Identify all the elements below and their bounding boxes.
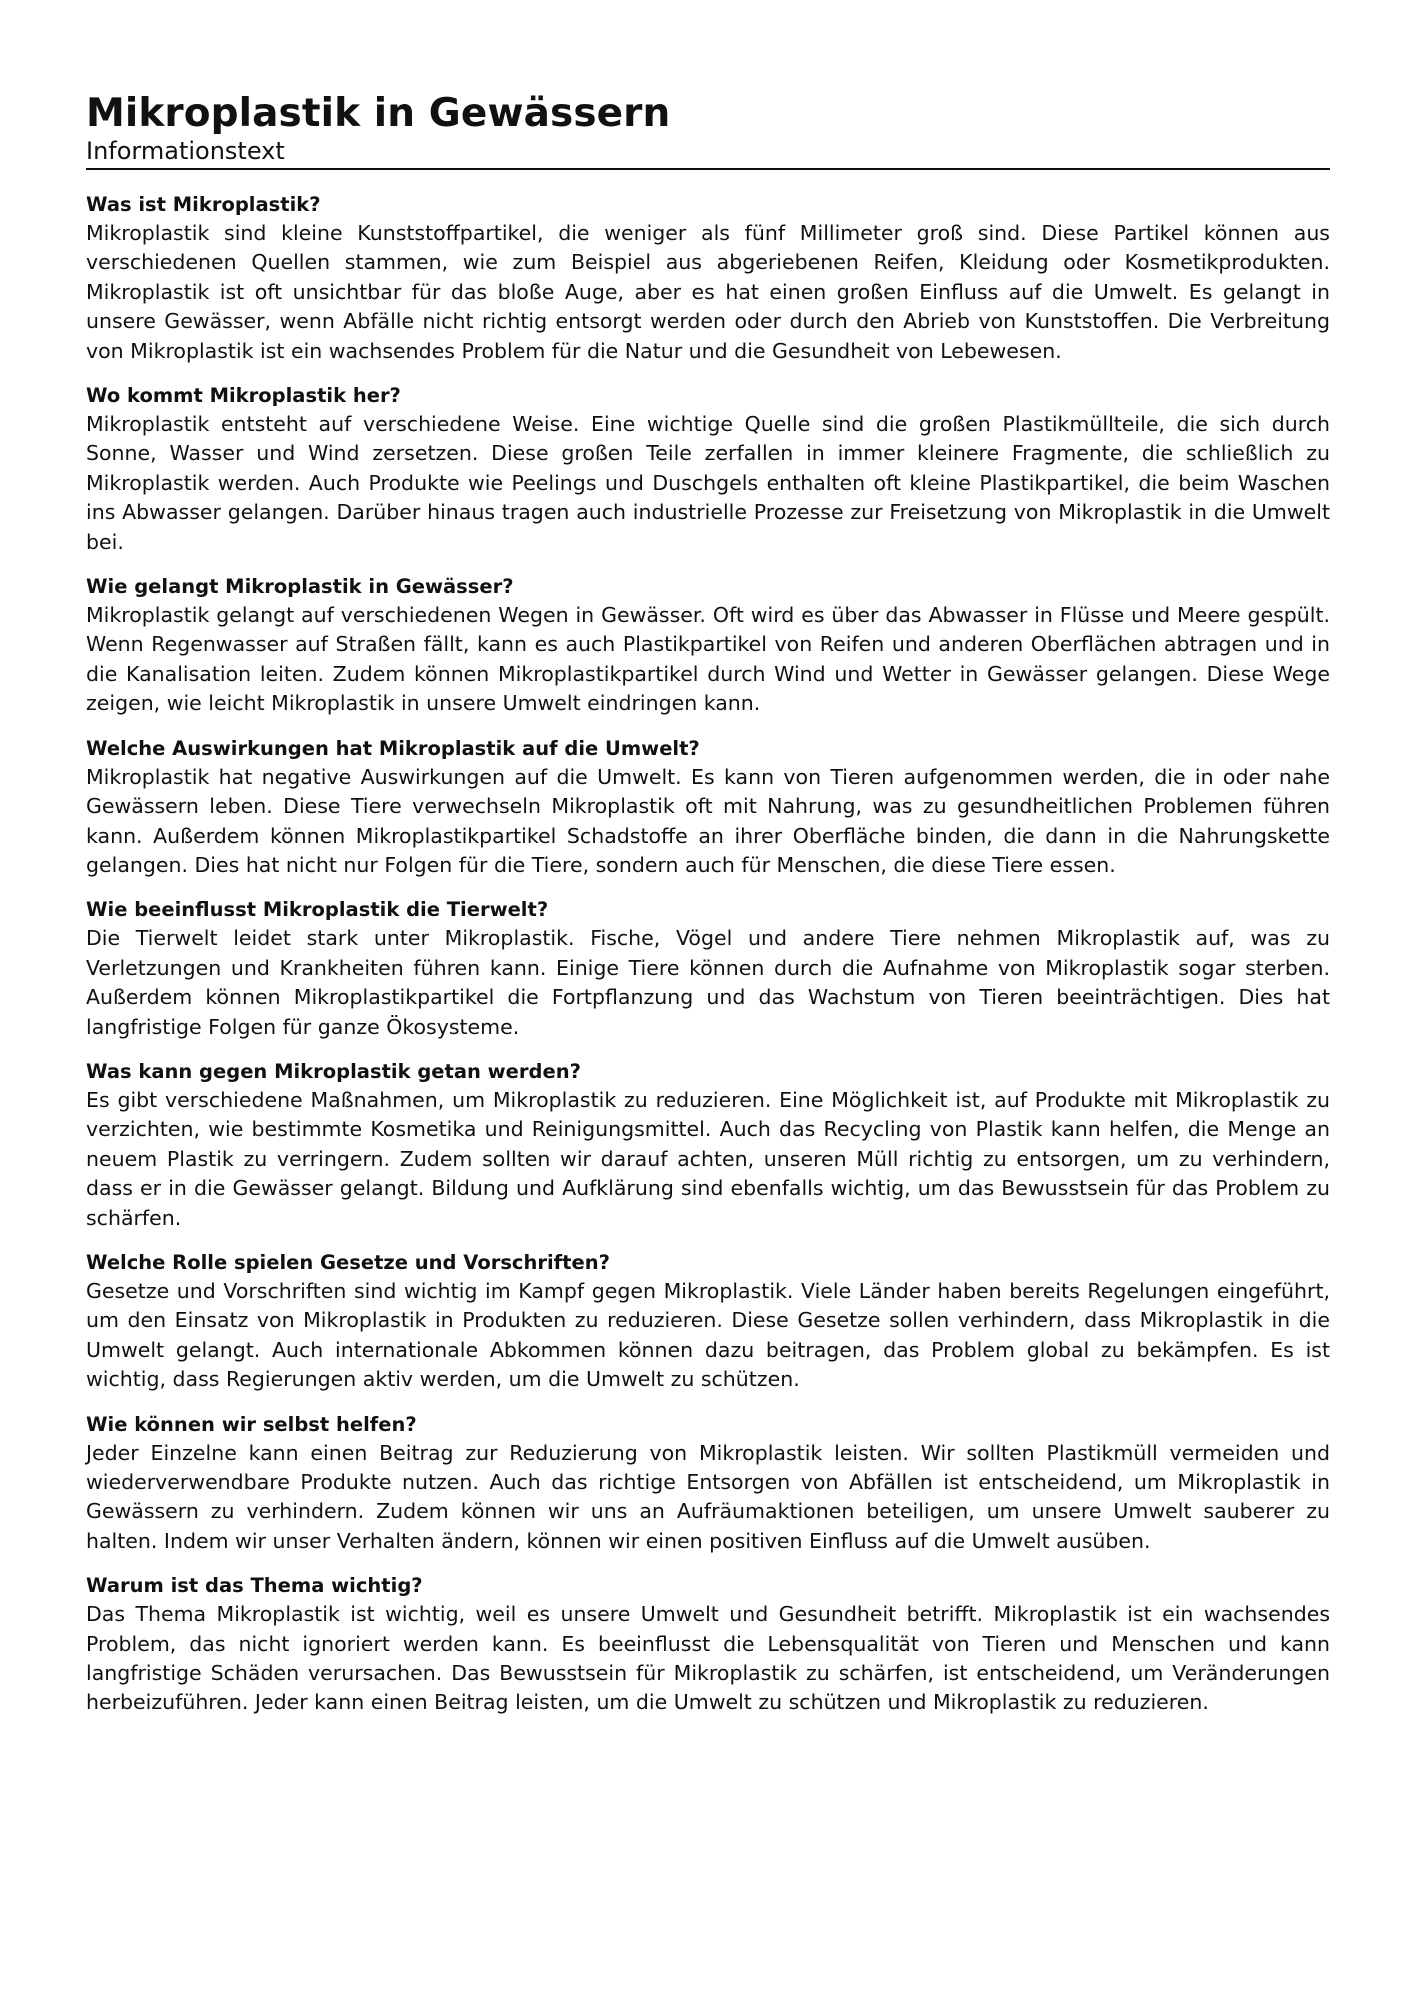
section-gesetze-und-vorschriften: [86, 1248, 1330, 1395]
section-heading: Welche Auswirkungen hat Mikroplastik auf die Umwelt?: [86, 736, 700, 760]
page-title: Mikroplastik in Gewässern: [86, 91, 671, 136]
section-heading: Wie können wir selbst helfen?: [86, 1412, 417, 1436]
page-subtitle: Informationstext: [86, 137, 285, 165]
section-body: Mikroplastik gelangt auf verschiedenen Wegen in Gewässer. Oft wird es über das Abwasser in Flüsse und Meere gespült. Wenn Regenwasser auf Straßen fällt, kann es auch Plastikpartikel von Reifen und anderen Oberflächen abtragen und in die Kanalisation leiten. Zudem können Mikroplastikpartikel durch Wind und Wetter in Gewässer gelangen. Diese Wege zeigen, wie leicht Mikroplastik in unsere Umwelt eindringen kann.: [86, 603, 1330, 716]
section-body: Die Tierwelt leidet stark unter Mikroplastik. Fische, Vögel und andere Tiere nehmen Mikroplastik auf, was zu Verletzungen und Krankheiten führen kann. Einige Tiere können durch die Aufnahme von Mikroplastik sogar sterben. Außerdem können Mikroplastikpartikel die Fortpflanzung und das Wachstum von Tieren beeinträchtigen. Dies hat langfristige Folgen für ganze Ökosysteme.: [86, 926, 1330, 1039]
section-body: Jeder Einzelne kann einen Beitrag zur Reduzierung von Mikroplastik leisten. Wir sollten Plastikmüll vermeiden und wiederverwendbare Produkte nutzen. Auch das richtige Entsorgen von Abfällen ist entscheidend, um Mikroplastik in Gewässern zu verhindern. Zudem können wir uns an Aufräumaktionen beteiligen, um unsere Umwelt sauberer zu halten. Indem wir unser Verhalten ändern, können wir einen positiven Einfluss auf die Umwelt ausüben.: [86, 1440, 1330, 1553]
section-massnahmen: [86, 1057, 1330, 1233]
section-heading: Was ist Mikroplastik?: [86, 193, 321, 216]
section-auswirkungen-auf-die-umwelt: [86, 734, 1330, 881]
section-warum-wichtig: [86, 1571, 1330, 1718]
section-wo-kommt-mikroplastik-her: [86, 381, 1330, 557]
section-heading: Was kann gegen Mikroplastik getan werden?: [86, 1059, 581, 1083]
section-body: Gesetze und Vorschriften sind wichtig im Kampf gegen Mikroplastik. Viele Länder haben bereits Regelungen eingeführt, um den Einsatz von Mikroplastik in Produkten zu reduzieren. Diese Gesetze sollen verhindern, dass Mikroplastik in die Umwelt gelangt. Auch internationale Abkommen können dazu beitragen, das Problem global zu bekämpfen. Es ist wichtig, dass Regierungen aktiv werden, um die Umwelt zu schützen.: [86, 1278, 1330, 1392]
section-heading: Wie gelangt Mikroplastik in Gewässer?: [86, 575, 514, 599]
section-body: Mikroplastik entsteht auf verschiedene Weise. Eine wichtige Quelle sind die großen Plastikmüllteile, die sich durch Sonne, Wasser und Wind zersetzen. Diese großen Teile zerfallen in immer kleinere Fragmente, die schließlich zu Mikroplastik werden. Auch Produkte wie Peelings und Duschgels enthalten oft kleine Plastikpartikel, die beim Waschen ins Abwasser gelangen. Darüber hinaus tragen auch industrielle Prozesse zur Freisetzung von Mikroplastik in die Umwelt bei.: [86, 412, 1330, 554]
section-body: Das Thema Mikroplastik ist wichtig, weil es unsere Umwelt und Gesundheit betrifft. Mikroplastik ist ein wachsendes Problem, das nicht ignoriert werden kann. Es beeinflusst die Lebensqualität von Tieren und Menschen und kann langfristige Schäden verursachen. Das Bewusstsein für Mikroplastik zu schärfen, ist entscheidend, um Veränderungen herbeizuführen. Jeder kann einen Beitrag leisten, um die Umwelt zu schützen und Mikroplastik zu reduzieren.: [86, 1602, 1330, 1715]
section-heading: Wie beeinflusst Mikroplastik die Tierwelt?: [86, 898, 549, 922]
section-body: Mikroplastik sind kleine Kunststoffpartikel, die weniger als fünf Millimeter groß sind. Diese Partikel können aus verschiedenen Quellen stammen, wie zum Beispiel aus abgeriebenen Reifen, Kleidung oder Kosmetikprodukten. Mikroplastik ist oft unsichtbar für das bloße Auge, aber es hat einen großen Einfluss auf die Umwelt. Es gelangt in unsere Gewässer, wenn Abfälle nicht richtig entsorgt werden oder durch den Abrieb von Kunststoffen. Die Verbreitung von Mikroplastik ist ein wachsendes Problem für die Natur und die Gesundheit von Lebewesen.: [86, 221, 1330, 363]
section-body: Mikroplastik hat negative Auswirkungen auf die Umwelt. Es kann von Tieren aufgenommen werden, die in oder nahe Gewässern leben. Diese Tiere verwechseln Mikroplastik oft mit Nahrung, was zu gesundheitlichen Problemen führen kann. Außerdem können Mikroplastikpartikel Schadstoffe an ihrer Oberfläche binden, die dann in die Nahrungskette gelangen. Dies hat nicht nur Folgen für die Tiere, sondern auch für Menschen, die diese Tiere essen.: [86, 764, 1330, 877]
section-tierwelt: [86, 895, 1330, 1042]
section-heading: Welche Rolle spielen Gesetze und Vorschriften?: [86, 1250, 610, 1274]
section-body: Es gibt verschiedene Maßnahmen, um Mikroplastik zu reduzieren. Eine Möglichkeit ist, auf Produkte mit Mikroplastik zu verzichten, wie bestimmte Kosmetika und Reinigungsmittel. Auch das Recycling von Plastik kann helfen, die Menge an neuem Plastik zu verringern. Zudem sollten wir darauf achten, unseren Müll richtig zu entsorgen, um zu verhindern, dass er in die Gewässer gelangt. Bildung und Aufklärung sind ebenfalls wichtig, um das Bewusstsein für das Problem zu schärfen.: [86, 1087, 1330, 1230]
section-wie-gelangt-mikroplastik-in-gewaesser: [86, 572, 1330, 719]
title-divider: [86, 168, 1330, 170]
section-was-ist-mikroplastik: [86, 190, 1330, 366]
section-selbst-helfen: [86, 1410, 1330, 1557]
section-heading: Warum ist das Thema wichtig?: [86, 1574, 423, 1598]
section-heading: Wo kommt Mikroplastik her?: [86, 384, 401, 408]
